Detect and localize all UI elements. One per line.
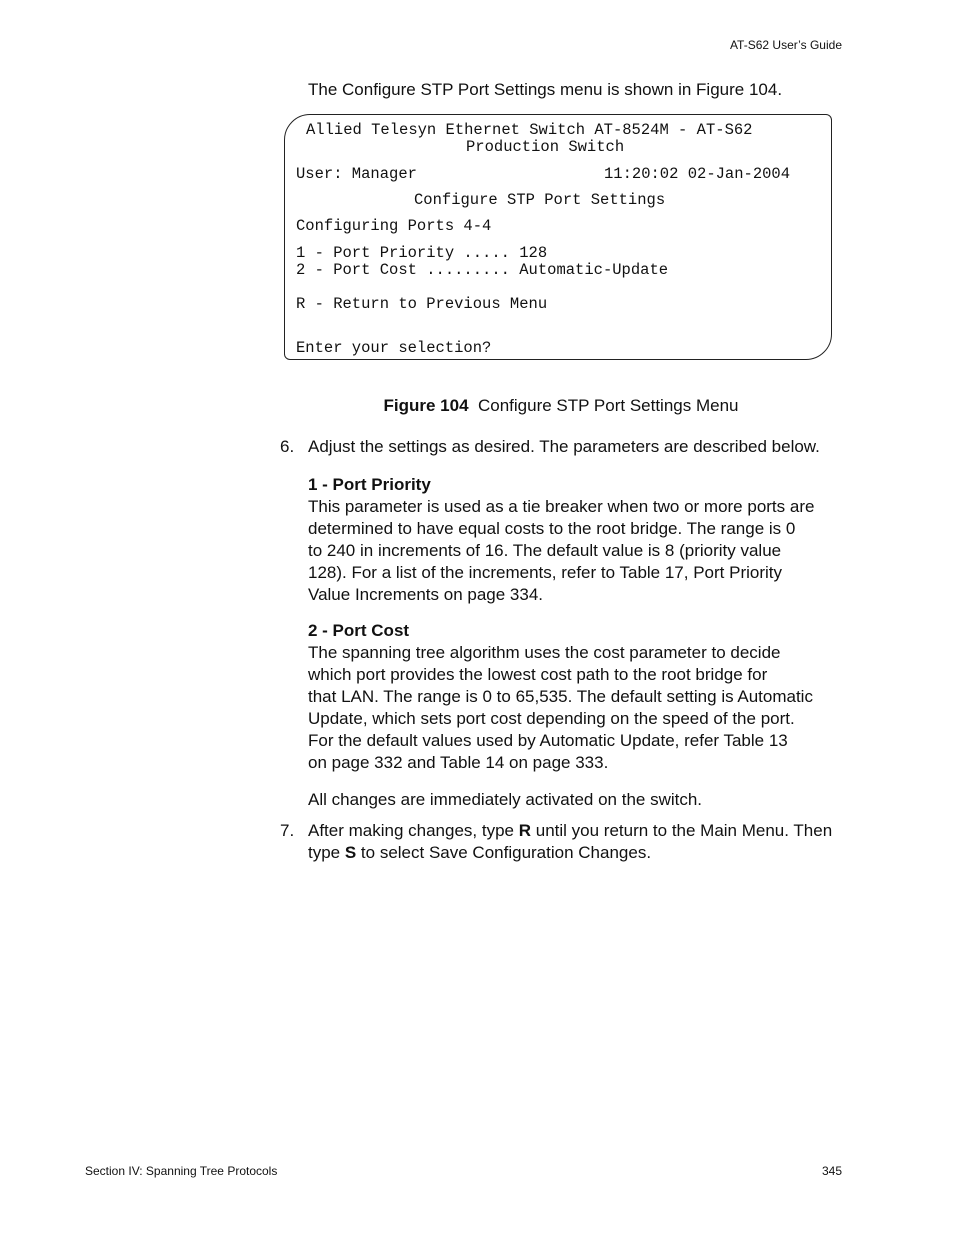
param-port-cost-title: 2 - Port Cost — [308, 621, 410, 640]
terminal-configuring: Configuring Ports 4-4 — [296, 217, 492, 235]
param-port-cost-line: that LAN. The range is 0 to 65,535. The default setting is Automatic — [308, 687, 813, 706]
step-7-part: type — [308, 843, 345, 862]
terminal-menu-title: Configure STP Port Settings — [414, 191, 666, 209]
figure-caption — [0, 396, 954, 416]
running-header: AT-S62 User’s Guide — [729, 38, 842, 52]
param-port-priority-line: to 240 in increments of 16. The default value is 8 (priority value — [308, 541, 782, 560]
param-port-cost-line: on page 332 and Table 14 on page 333. — [308, 753, 609, 772]
terminal-datetime: 11:20:02 02-Jan-2004 — [604, 165, 791, 183]
step-7-part: to select Save Configuration Changes. — [356, 843, 652, 862]
step-7-text — [308, 820, 868, 864]
step-7-part: After making changes, type — [308, 821, 519, 840]
param-port-cost-line: For the default values used by Automatic Update, refer Table 13 — [308, 731, 788, 750]
changes-note: All changes are immediately activated on the switch. — [308, 790, 703, 809]
param-port-priority-title: 1 - Port Priority — [308, 475, 431, 494]
intro-sentence: The Configure STP Port Settings menu is shown in Figure 104. — [308, 80, 783, 99]
figure-title: Configure STP Port Settings Menu — [478, 396, 739, 415]
param-port-cost-line: which port provides the lowest cost path to the root bridge for — [308, 665, 768, 684]
param-port-cost — [308, 620, 848, 774]
footer-section: Section IV: Spanning Tree Protocols — [85, 1164, 278, 1178]
terminal-prompt: Enter your selection? — [296, 339, 492, 357]
terminal-user: User: Manager — [296, 165, 417, 183]
terminal-option-return: R - Return to Previous Menu — [296, 295, 548, 313]
param-port-priority — [308, 474, 848, 606]
key-r: R — [518, 821, 532, 840]
param-port-priority-line: 128). For a list of the increments, refer to Table 17, Port Priority — [308, 563, 782, 582]
figure-label: Figure 104 — [383, 396, 469, 415]
key-s: S — [344, 843, 357, 862]
terminal-title-line: Allied Telesyn Ethernet Switch AT-8524M - AT-S62 — [306, 121, 753, 139]
step-7-number: 7. — [280, 821, 295, 840]
page-number: 345 — [821, 1164, 842, 1178]
param-port-priority-line: determined to have equal costs to the root bridge. The range is 0 — [308, 519, 796, 538]
param-port-cost-line: The spanning tree algorithm uses the cost parameter to decide — [308, 643, 781, 662]
param-port-priority-line: This parameter is used as a tie breaker when two or more ports are — [308, 497, 815, 516]
terminal-subtitle-line: Production Switch — [466, 138, 625, 156]
terminal-option-port-cost: 2 - Port Cost ......... Automatic-Update — [296, 261, 669, 279]
param-port-cost-line: Update, which sets port cost depending on the speed of the port. — [308, 709, 795, 728]
param-port-priority-line: Value Increments on page 334. — [308, 585, 544, 604]
terminal-screen-figure — [284, 114, 832, 360]
terminal-option-port-priority: 1 - Port Priority ..... 128 — [296, 244, 548, 262]
step-6-text: Adjust the settings as desired. The parameters are described below. — [308, 437, 820, 456]
step-6-number: 6. — [280, 437, 295, 456]
step-7-part: until you return to the Main Menu. Then — [531, 821, 833, 840]
